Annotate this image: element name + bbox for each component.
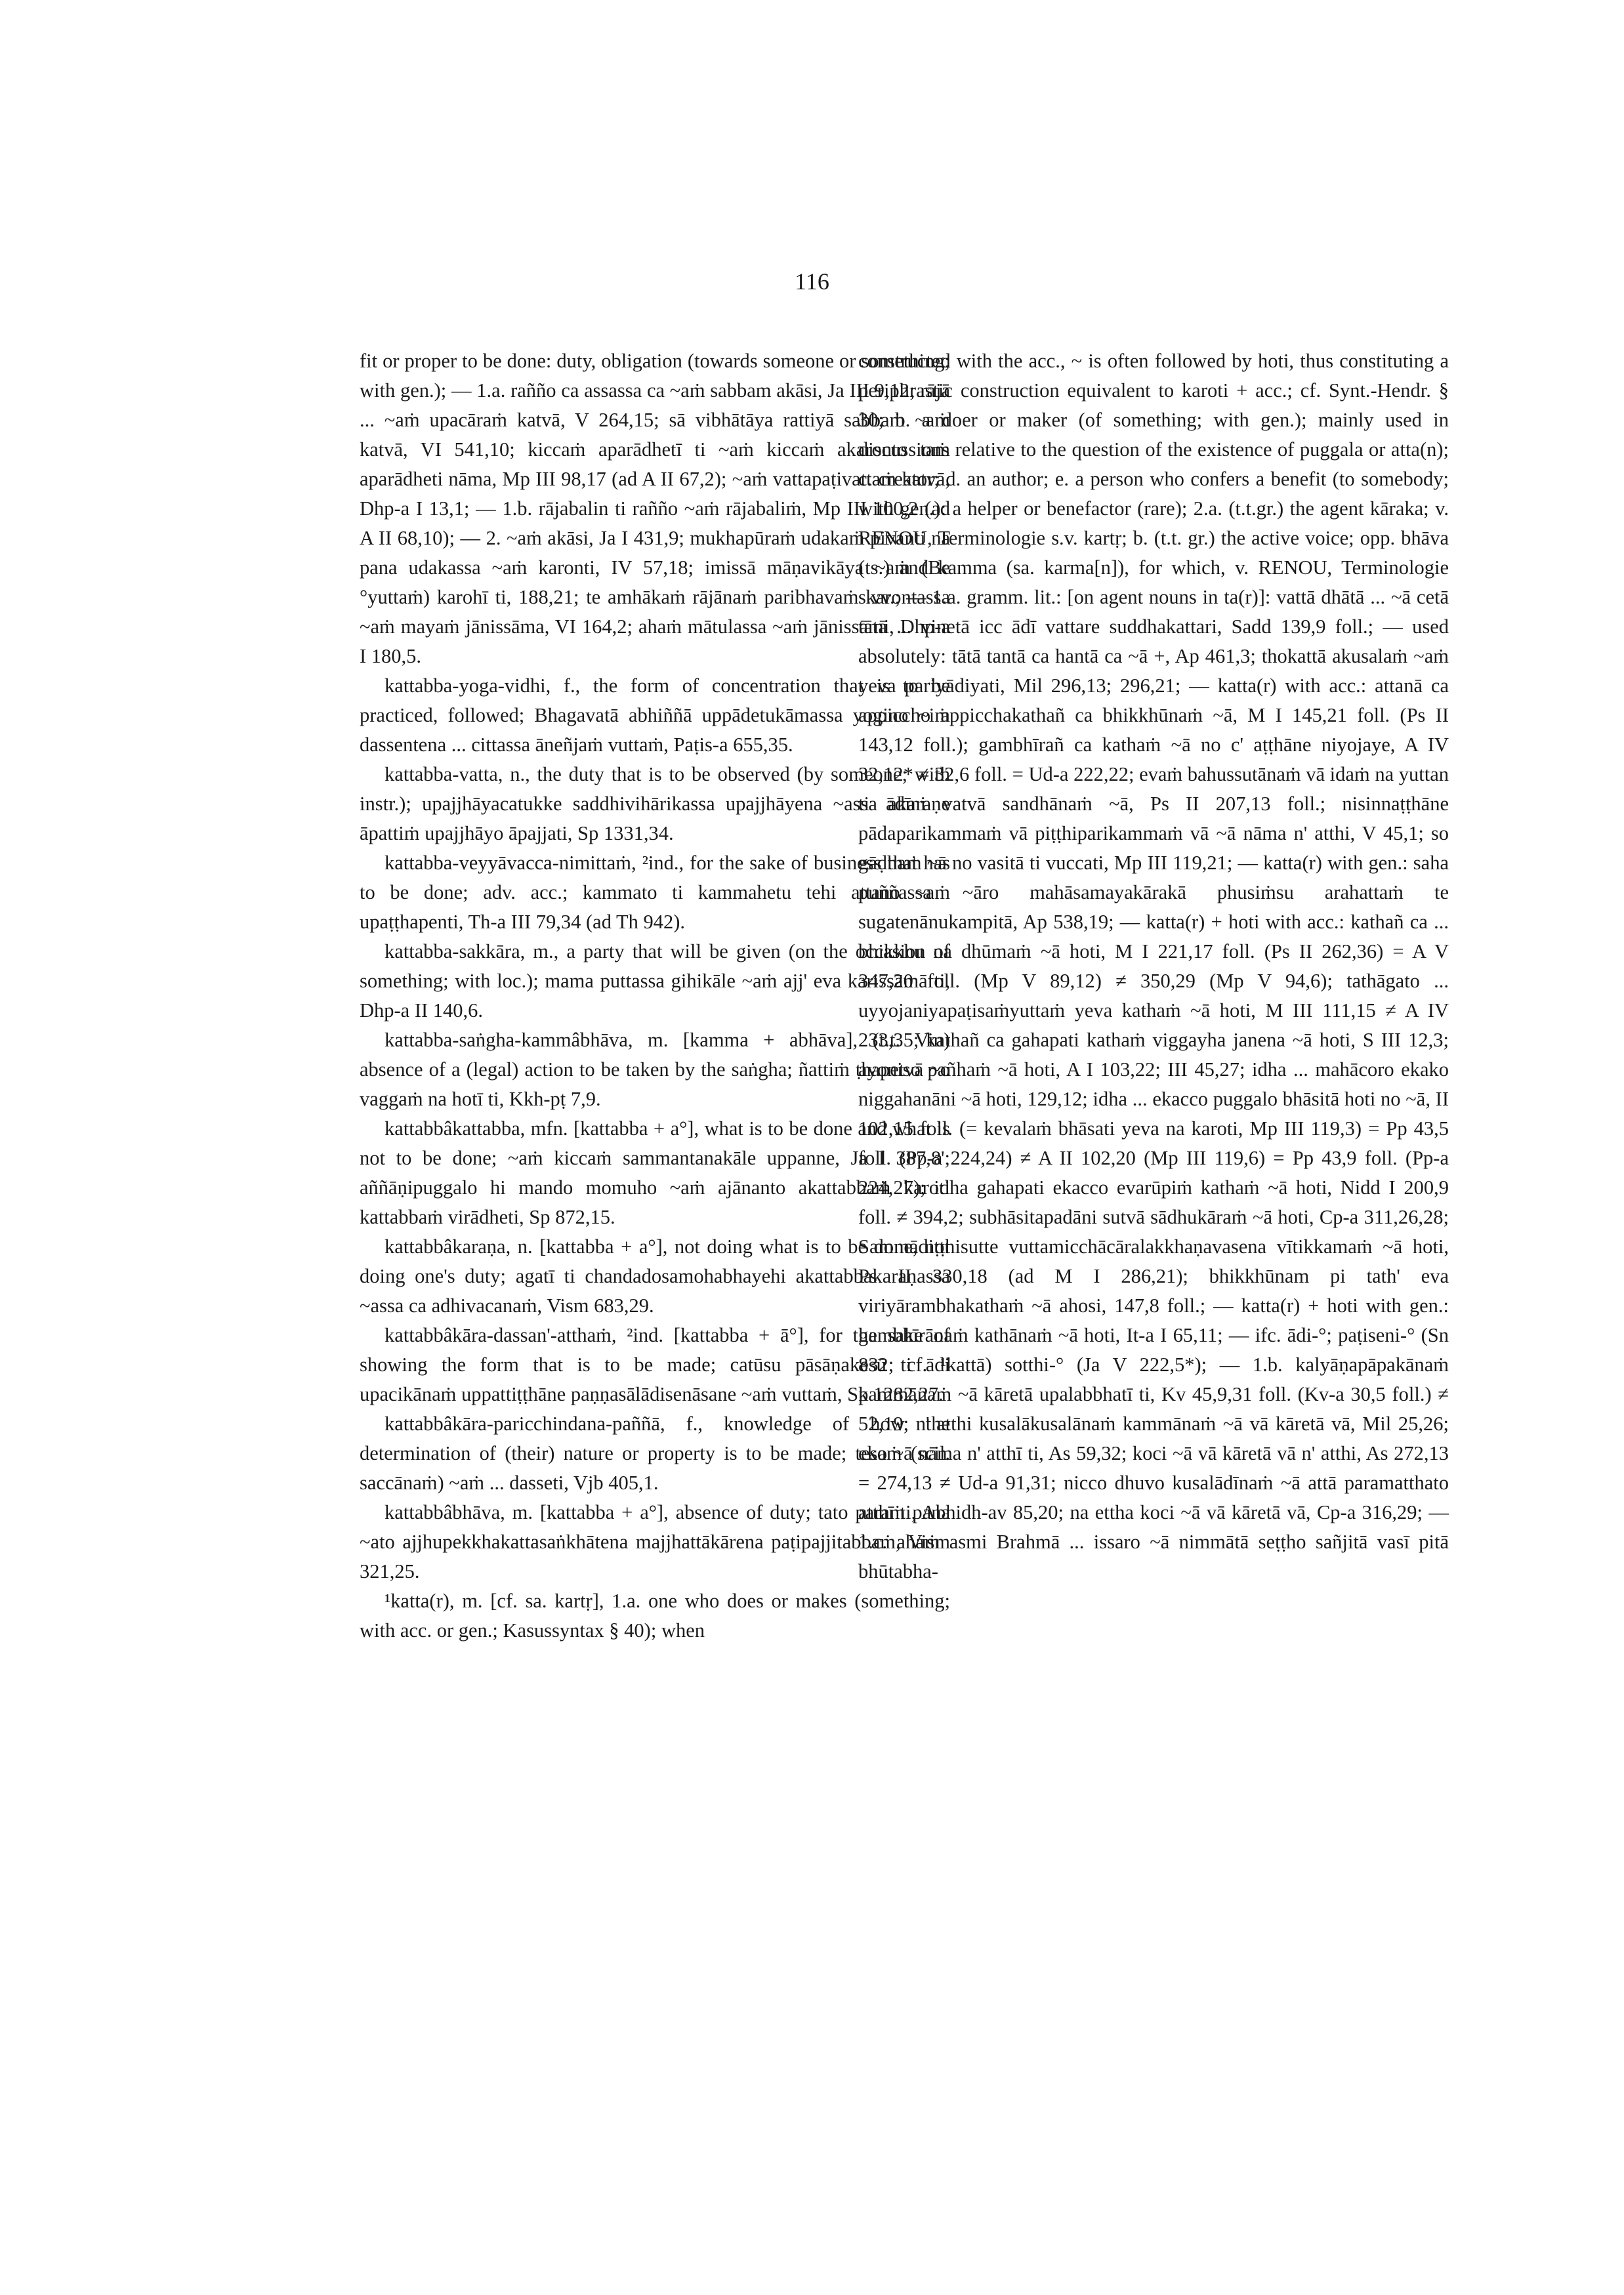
entry-kattabbakattabba: kattabbâkattabba, mfn. [kattabba + a°], what is to be done and what is not to be done; ~aṁ kiccaṁ sammantanakāle uppanne, Ja I 387,8'; aññāṇipuggalo hi mando momuho ~aṁ ajānanto akattabbaṁ karoti kattabbaṁ virādheti, Sp 872,15.: [360, 1117, 950, 1228]
entry-kattabbakara-paricchindana-panna: kattabbâkāra-paricchindana-paññā, f., knowledge of how the determination of (their) nature or property is to be made; tesaṁ (scil. saccānaṁ) ~aṁ ... dasseti, Vjb 405,1.: [360, 1413, 950, 1494]
entry-kattabbakara-dassan-attham: kattabbâkāra-dassan'-atthaṁ, ²ind. [kattabba + ā°], for the sake of showing the form that is to be made; catūsu pāsāṇakesū ti ādi upacikānaṁ uppattiṭṭhāne paṇṇasālādisenāsane ~aṁ vuttaṁ, Sp 1282,27.: [360, 1324, 950, 1405]
entry-kattabba-sakkara: kattabba-sakkāra, m., a party that will be given (on the occasion of something; with loc.); mama puttassa gihikāle ~aṁ ajj' eva karissāmā ti, Dhp-a II 140,6.: [360, 940, 950, 1022]
entry-katta-r-continued: constructed with the acc., ~ is often followed by hoti, thus constituting a periphrastic construction equivalent to karoti + acc.; cf. Synt.-Hendr. § 30; b. a doer or maker (of something; with gen.); mainly used in discussions relative to the question of the existence of puggala or atta(n); c. creator; d. an author; e. a person who confers a benefit (to somebody; with gen.): a helper or benefactor (rare); 2.a. (t.t.gr.) the agent kāraka; v. RENOU, Terminologie s.v. kartṛ; b. (t.t. gr.) the active voice; opp. bhāva (ts.) and kamma (sa. karma[n]), for which, v. RENOU, Terminologie s.vv.; — 1.a. gramm. lit.: [on agent nouns in ta(r)]: vattā dhātā ... ~ā cetā tātā ... vinetā icc ādī vattare suddhakattari, Sadd 139,9 foll.; — used absolutely: tātā tantā ca hantā ca ~ā +, Ap 461,3; thokattā akusalaṁ ~aṁ yeva pariyādiyati, Mil 296,13; 296,21; — katta(r) with acc.: attanā ca appiccho appicchakathañ ca bhikkhūnaṁ ~ā, M I 145,21 foll. (Ps II 143,12 foll.); gambhīrañ ca kathaṁ ~ā no c' aṭṭhāne niyojaye, A IV 32,12* ≠ 32,6 foll. = Ud-a 222,22; evaṁ bahussutānaṁ vā idaṁ na yuttan ti ādīni vatvā sandhānaṁ ~ā, Ps II 207,13 foll.; nisinnaṭṭhāne pādaparikammaṁ vā piṭṭhiparikammaṁ vā ~ā nāma n' atthi, V 45,1; so gāḍhaṁ ~ā no vasitā ti vuccati, Mp III 119,21; — katta(r) with gen.: saha puññassa ~āro mahāsamayakārakā phusiṁsu arahattaṁ te sugatenānukampitā, Ap 538,19; — katta(r) + hoti with acc.: kathañ ca ... bhikkhu na dhūmaṁ ~ā hoti, M I 221,17 foll. (Ps II 262,36) = A V 347,20 foll. (Mp V 89,12) ≠ 350,29 (Mp V 94,6); tathāgato ... uyyojaniyapaṭisaṁyuttaṁ yeva kathaṁ ~ā hoti, M III 111,15 ≠ A IV 233,35; kathañ ca gahapati kathaṁ viggayha janena ~ā hoti, S III 12,3; ayoniso pañhaṁ ~ā hoti, A I 103,22; III 45,27; idha ... mahācoro ekako niggahanāni ~ā hoti, 129,12; idha ... ekacco puggalo bhāsitā hoti no ~ā, II 102,15 foll. (= kevalaṁ bhāsati yeva na karoti, Mp III 119,3) = Pp 43,5 foll. (Pp-a 224,24) ≠ A II 102,20 (Mp III 119,6) = Pp 43,9 foll. (Pp-a 224,27); idha gahapati ekacco evarūpiṁ kathaṁ ~ā hoti, Nidd I 200,9 foll. ≠ 394,2; subhāsitapadāni sutvā sādhukāraṁ ~ā hoti, Cp-a 311,26,28; Sammādiṭṭhisutte vuttamicchācāralakkhaṇavasena vītikkamaṁ ~ā hoti, Ps II 330,18 (ad M I 286,21); bhikkhūnam pi tath' eva viriyārambhakathaṁ ~ā ahosi, 147,8 foll.; — katta(r) + hoti with gen.: gambhīrānaṁ kathānaṁ ~ā hoti, It-a I 65,11; — ifc. ādi-°; paṭiseni-° (Sn 832; cf. ¹kattā) sotthi-° (Ja V 222,5*); — 1.b. kalyāṇapāpakānaṁ kammānaṁ ~ā kāretā upalabbhatī ti, Kv 45,9,31 foll. (Kv-a 30,5 foll.) ≠ 52,19; n' atthi kusalākusalānaṁ kammānaṁ ~ā vā kāretā vā, Mil 25,26; eko ~ā nāma n' atthī ti, As 59,32; koci ~ā vā kāretā vā n' atthi, As 272,13 = 274,13 ≠ Ud-a 91,31; nicco dhuvo kusalādīnaṁ ~ā attā paramatthato atthī ti, Abhidh-av 85,20; na ettha koci ~ā vā kāretā vā, Cp-a 316,29; — 1.c. ahaṁ asmi Brahmā ... issaro ~ā nimmātā seṭṭho sañjitā vasī pitā bhūtabha-: [858, 350, 1449, 1582]
entry-continuation: fit or proper to be done: duty, obligation (towards someone or something; with gen.); — 1.a. rañño ca assassa ca ~aṁ sabbam akāsi, Ja III 9,12; rājā ... ~aṁ upacāraṁ katvā, V 264,15; sā vibhātāya rattiyā sabbaṁ ~aṁ katvā, VI 541,10; kiccaṁ aparādhetī ti ~aṁ kiccaṁ akaronto taṁ aparādheti nāma, Mp III 98,17 (ad A II 67,2); ~aṁ vattapaṭivattaṁ katvā, Dhp-a I 13,1; — 1.b. rājabalin ti rañño ~aṁ rājabaliṁ, Mp III 100,2 (ad A II 68,10); — 2. ~aṁ akāsi, Ja I 431,9; mukhapūraṁ udakaṁ pivanti na pana udakassa ~aṁ karonti, IV 57,18; imissā māṇavikāya ~aṁ (Be °yuttaṁ) karohī ti, 188,21; te amhākaṁ rājānaṁ paribhavaṁ karontassa ~aṁ mayaṁ jānissāma, VI 164,2; ahaṁ mātulassa ~aṁ jānissāmi, Dhp-a I 180,5.: [360, 350, 950, 667]
entry-katta-r: ¹katta(r), m. [cf. sa. kartṛ], 1.a. one who does or makes (something; with acc. or gen.; Kasussyntax § 40); when: [360, 1590, 950, 1642]
page-number: 116: [795, 268, 829, 295]
entry-kattabba-yoga-vidhi: kattabba-yoga-vidhi, f., the form of concentration that is to be practiced, followed; Bhagavatā abhiññā uppādetukāmassa yogino ~iṁ dassentena ... cittassa āneñjaṁ vuttaṁ, Paṭis-a 655,35.: [360, 674, 950, 756]
entry-kattabbakarana: kattabbâkaraṇa, n. [kattabba + a°], not doing what is to be done, not doing one's duty; agatī ti chandadosamohabhayehi akattabbakaraṇassa ~assa ca adhivacanaṁ, Vism 683,29.: [360, 1235, 950, 1317]
entry-kattabba-veyyavacca-nimittam: kattabba-veyyāvacca-nimittaṁ, ²ind., for the sake of business that has to be done; adv. acc.; kammato ti kammahetu tehi attano ~aṁ upaṭṭhapenti, Th-a III 79,34 (ad Th 942).: [360, 852, 950, 933]
entry-kattabba-vatta: kattabba-vatta, n., the duty that is to be observed (by someone; with instr.); upajjhāyacatukke saddhivihārikassa upajjhāyena ~assa akaraṇe āpattiṁ upajjhāyo āpajjati, Sp 1331,34.: [360, 763, 950, 844]
entry-kattabba-sangha-kammabhava: kattabba-saṅgha-kammâbhāva, m. [kamma + abhāva], (t.t. Vin) absence of a (legal) action to be taken by the saṅgha; ñattiṁ ṭhapetvā ~o vaggaṁ na hotī ti, Kkh-pṭ 7,9.: [360, 1029, 950, 1110]
right-column: [858, 346, 1449, 1586]
entry-kattabbabhava: kattabbâbhāva, m. [kattabba + a°], absence of duty; tato paraṁ pana ~ato ajjhupekkhakattasaṅkhātena majjhattākārena paṭipajjitabbaṁ, Vism 321,25.: [360, 1501, 950, 1582]
